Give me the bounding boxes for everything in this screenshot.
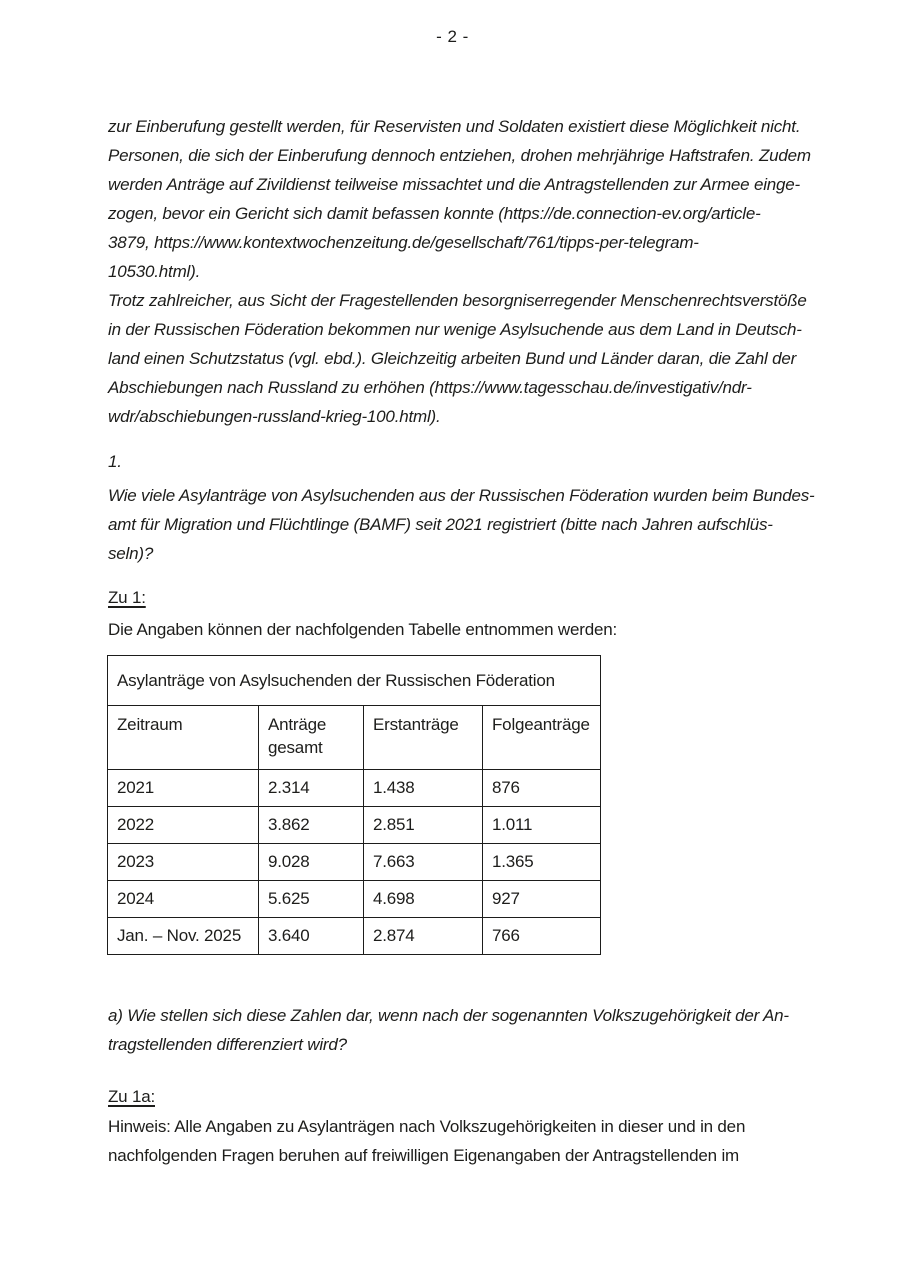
answer-1-intro: Die Angaben können der nachfolgenden Tabelle entnommen werden: — [108, 620, 618, 639]
table-cell: 9.028 — [259, 844, 364, 881]
table-cell: 7.663 — [364, 844, 483, 881]
table-cell: 2.874 — [364, 918, 483, 955]
text-line: wdr/abschiebungen-russland-krieg-100.html). — [108, 407, 441, 426]
text-line: seln)? — [108, 544, 154, 563]
column-header: Zeitraum — [108, 706, 259, 770]
table-header-row — [108, 706, 601, 770]
text-line: 10530.html). — [108, 262, 201, 281]
table-cell: 1.011 — [483, 807, 601, 844]
table-cell: 5.625 — [259, 881, 364, 918]
question-1-number: 1. — [108, 452, 122, 471]
table-cell: 766 — [483, 918, 601, 955]
table-cell: 2021 — [108, 770, 259, 807]
text-line: Personen, die sich der Einberufung dennoch entziehen, drohen mehrjährige Haftstrafen. Zudem — [108, 146, 811, 165]
text-line: a) Wie stellen sich diese Zahlen dar, wenn nach der sogenannten Volkszugehörigkeit der An- — [108, 1006, 789, 1025]
intro-paragraphs — [108, 112, 835, 431]
column-header: Anträge gesamt — [259, 706, 364, 770]
table-cell: 3.640 — [259, 918, 364, 955]
table-caption: Asylanträge von Asylsuchenden der Russischen Föderation — [108, 656, 601, 706]
text-line: Hinweis: Alle Angaben zu Asylanträgen nach Volkszugehörigkeiten in dieser und in den — [108, 1117, 746, 1136]
table-cell: 4.698 — [364, 881, 483, 918]
page-number: - 2 - — [436, 27, 469, 46]
text-line: tragstellenden differenziert wird? — [108, 1035, 347, 1054]
paragraph-protection-status — [108, 286, 835, 431]
table-cell: 2022 — [108, 807, 259, 844]
answer-1a — [108, 1082, 835, 1170]
column-header: Erstanträge — [364, 706, 483, 770]
table-row — [108, 844, 601, 881]
table-cell: 2023 — [108, 844, 259, 881]
answer-1 — [108, 583, 835, 644]
table-cell: 2024 — [108, 881, 259, 918]
text-line: land einen Schutzstatus (vgl. ebd.). Gleichzeitig arbeiten Bund und Länder daran, die Zahl der — [108, 349, 797, 368]
table-cell: 876 — [483, 770, 601, 807]
text-line: 3879, https://www.kontextwochenzeitung.de/gesellschaft/761/tipps-per-telegram- — [108, 233, 699, 252]
table-cell: 2.314 — [259, 770, 364, 807]
table-row — [108, 807, 601, 844]
text-line: Abschiebungen nach Russland zu erhöhen (https://www.tagesschau.de/investigativ/ndr- — [108, 378, 752, 397]
text-line: werden Anträge auf Zivildienst teilweise missachtet und die Antragstellenden zur Armee einge- — [108, 175, 800, 194]
table-row — [108, 881, 601, 918]
text-line: nachfolgenden Fragen beruhen auf freiwilligen Eigenangaben der Antragstellenden im — [108, 1146, 740, 1165]
paragraph-draft-evasion — [108, 112, 835, 286]
answer-1a-heading: Zu 1a: — [108, 1087, 155, 1106]
table-row — [108, 770, 601, 807]
column-header: Folgeanträge — [483, 706, 601, 770]
table-cell: 2.851 — [364, 807, 483, 844]
table-row — [108, 918, 601, 955]
table-cell: Jan. – Nov. 2025 — [108, 918, 259, 955]
text-line: in der Russischen Föderation bekommen nur wenige Asylsuchende aus dem Land in Deutsch- — [108, 320, 802, 339]
table-cell: 1.365 — [483, 844, 601, 881]
table-cell: 3.862 — [259, 807, 364, 844]
table-cell: 927 — [483, 881, 601, 918]
text-line: zur Einberufung gestellt werden, für Reservisten und Soldaten existiert diese Möglichkeit nicht. — [108, 117, 801, 136]
table-cell: 1.438 — [364, 770, 483, 807]
text-line: zogen, bevor ein Gericht sich damit befassen konnte (https://de.connection-ev.org/article- — [108, 204, 761, 223]
asylum-applications-table — [107, 655, 601, 955]
answer-1-heading: Zu 1: — [108, 588, 146, 607]
question-1a — [108, 1001, 835, 1059]
text-line: Wie viele Asylanträge von Asylsuchenden aus der Russischen Föderation wurden beim Bundes- — [108, 486, 815, 505]
text-line: Trotz zahlreicher, aus Sicht der Fragestellenden besorgniserregender Menschenrechtsverstöße — [108, 291, 807, 310]
table-caption-row — [108, 656, 601, 706]
question-1 — [108, 447, 835, 568]
text-line: amt für Migration und Flüchtlinge (BAMF) seit 2021 registriert (bitte nach Jahren aufschlüs- — [108, 515, 773, 534]
